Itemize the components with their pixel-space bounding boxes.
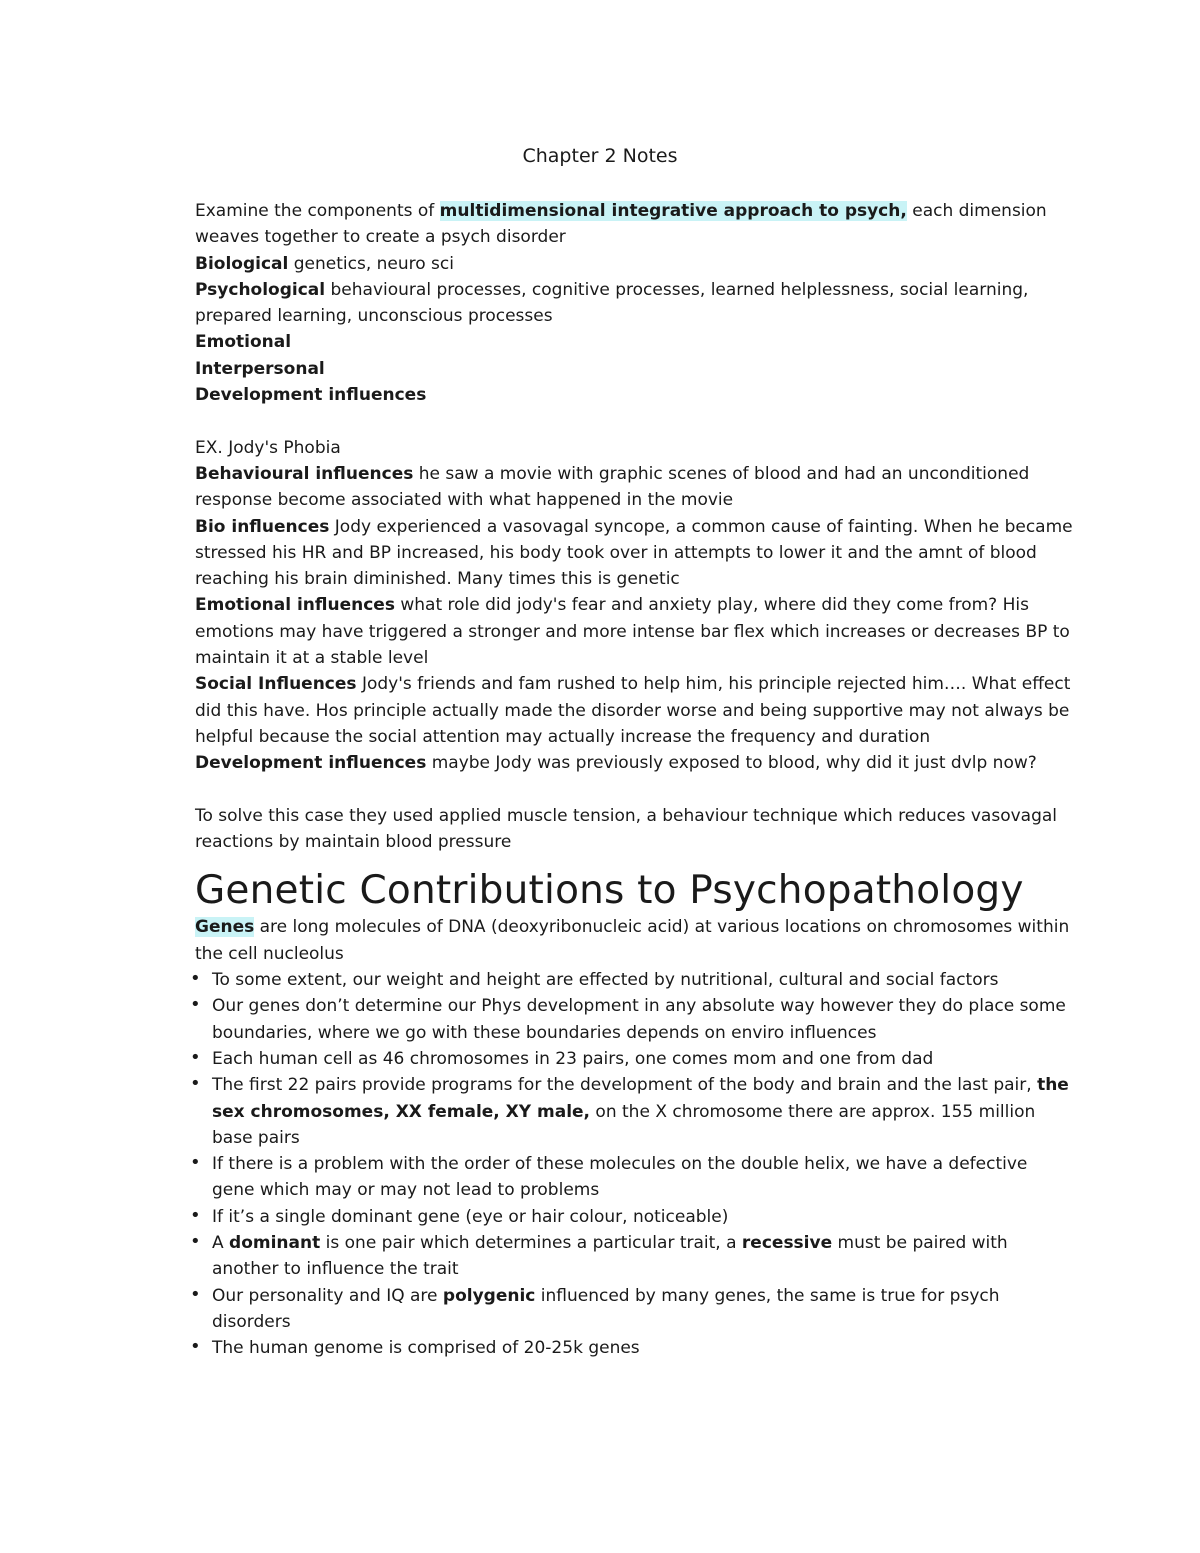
- spacer: [195, 777, 1075, 803]
- genetics-bullet-list: [190, 967, 1075, 1361]
- list-item-text: The first 22 pairs provide programs for the development of the body and brain and the last pair,: [212, 1075, 1038, 1096]
- list-item-text: influenced by many genes, the same is true for psych disorders: [212, 1285, 1000, 1332]
- influence-text: Jody's friends and fam rushed to help him, his principle rejected him…. What effect did this have. Hos principle actually made the disorder worse and being supportive may not always be helpful because the social attention may actually increase the frequency and duration: [195, 674, 1071, 747]
- influence-text: Jody experienced a vasovagal syncope, a common cause of fainting. When he became stressed his HR and BP increased, his body took over in attempts to lower it and the amnt of blood reaching his brain diminished. Many times this is genetic: [195, 516, 1073, 590]
- influence-text: maybe Jody was previously exposed to blood, why did it just dvlp now?: [426, 753, 1037, 774]
- list-item: [190, 1230, 1075, 1283]
- influence-text: he saw a movie with graphic scenes of blood and had an unconditioned response become associated with what happened in the movie: [195, 463, 1030, 511]
- list-item-text: If it’s a single dominant gene (eye or hair colour, noticeable): [212, 1206, 729, 1227]
- bullet-icon: •: [190, 1230, 201, 1252]
- list-item: [190, 993, 1075, 1046]
- dimension-interpersonal: [195, 356, 1075, 382]
- dimension-biological: [195, 251, 1075, 277]
- influence-term: Emotional influences: [195, 595, 395, 616]
- list-item: [190, 1046, 1075, 1072]
- list-item-text: Each human cell as 46 chromosomes in 23 pairs, one comes mom and one from dad: [212, 1048, 934, 1069]
- example-social: [195, 671, 1075, 750]
- genes-term: Genes: [195, 917, 255, 938]
- bullet-icon: •: [190, 1204, 201, 1226]
- bullet-icon: •: [190, 1152, 201, 1174]
- list-item-text: must be paired with another to influence the trait: [212, 1232, 1008, 1280]
- list-item-text: Our personality and IQ are: [212, 1285, 443, 1306]
- section-heading: Genetic Contributions to Psychopathology: [195, 868, 1024, 914]
- term-dominant: dominant: [229, 1232, 321, 1253]
- list-item: [190, 1335, 1075, 1361]
- highlighted-phrase: multidimensional integrative approach to psych,: [439, 201, 907, 221]
- list-item-text: To some extent, our weight and height are effected by nutritional, cultural and social factors: [212, 970, 999, 991]
- dimension-emotional: [195, 329, 1075, 355]
- term-polygenic: polygenic: [442, 1285, 536, 1306]
- dimension-term: Psychological: [195, 279, 326, 300]
- dimension-term: Development influences: [195, 385, 427, 406]
- intro-text: Examine the components of: [195, 201, 440, 221]
- list-item: [190, 1283, 1075, 1336]
- page-title: Chapter 2 Notes: [522, 145, 678, 167]
- bullet-icon: •: [190, 968, 201, 990]
- list-item: [190, 1151, 1075, 1204]
- genes-text: are long molecules of DNA (deoxyribonucleic acid) at various locations on chromosomes within the cell nucleolus: [195, 917, 1070, 964]
- list-item: [190, 1204, 1075, 1230]
- solution-paragraph: To solve this case they used applied muscle tension, a behaviour technique which reduces vasovagal reactions by maintain blood pressure: [195, 805, 1058, 853]
- list-item: [190, 1072, 1075, 1151]
- intro-text-end: each dimension weaves together to create a psych disorder: [195, 201, 1047, 248]
- example-bio: [195, 514, 1075, 593]
- dimension-psychological: [195, 277, 1075, 330]
- list-item-text: A: [212, 1232, 230, 1253]
- document-body: [190, 198, 1075, 1361]
- influence-term: Social Influences: [195, 674, 357, 695]
- dimension-term: Interpersonal: [195, 358, 325, 379]
- influence-term: Development influences: [195, 753, 427, 774]
- bullet-icon: •: [190, 1283, 201, 1305]
- intro-paragraph: [195, 198, 1075, 251]
- list-item-text: The human genome is comprised of 20-25k genes: [212, 1338, 640, 1359]
- bullet-icon: •: [190, 1073, 201, 1095]
- list-item-text: is one pair which determines a particular trait, a: [320, 1232, 742, 1253]
- example-development: [195, 750, 1075, 776]
- influence-text: what role did jody's fear and anxiety play, where did they come from? His emotions may have triggered a stronger and more intense bar flex which increases or decreases BP to maintain it at a stable level: [195, 595, 1070, 669]
- list-item-text: on the X chromosome there are approx. 155 million base pairs: [212, 1101, 1036, 1148]
- term-recessive: recessive: [741, 1232, 833, 1253]
- dimension-text: genetics, neuro sci: [288, 253, 454, 274]
- example-heading: EX. Jody's Phobia: [195, 437, 341, 458]
- influence-term: Bio influences: [195, 516, 330, 537]
- bullet-icon: •: [190, 1336, 201, 1358]
- list-item-text: Our genes don’t determine our Phys development in any absolute way however they do place some boundaries, where we go with these boundaries depends on enviro influences: [212, 996, 1066, 1043]
- example-behavioural: [195, 461, 1075, 514]
- dimension-development: [195, 382, 1075, 408]
- list-item-text: If there is a problem with the order of these molecules on the double helix, we have a defective gene which may or may not lead to problems: [212, 1154, 1028, 1201]
- dimension-text: behavioural processes, cognitive processes, learned helplessness, social learning, prepared learning, unconscious processes: [195, 279, 1029, 327]
- example-emotional: [195, 592, 1075, 671]
- bullet-icon: •: [190, 994, 201, 1016]
- list-item: [190, 967, 1075, 993]
- spacer: [195, 408, 1075, 434]
- bullet-icon: •: [190, 1046, 201, 1068]
- dimension-term: Emotional: [195, 332, 292, 353]
- genes-definition: [195, 914, 1075, 967]
- dimension-term: Biological: [195, 253, 289, 274]
- list-item-bold: the sex chromosomes, XX female, XY male,: [212, 1075, 1069, 1122]
- influence-term: Behavioural influences: [195, 463, 414, 484]
